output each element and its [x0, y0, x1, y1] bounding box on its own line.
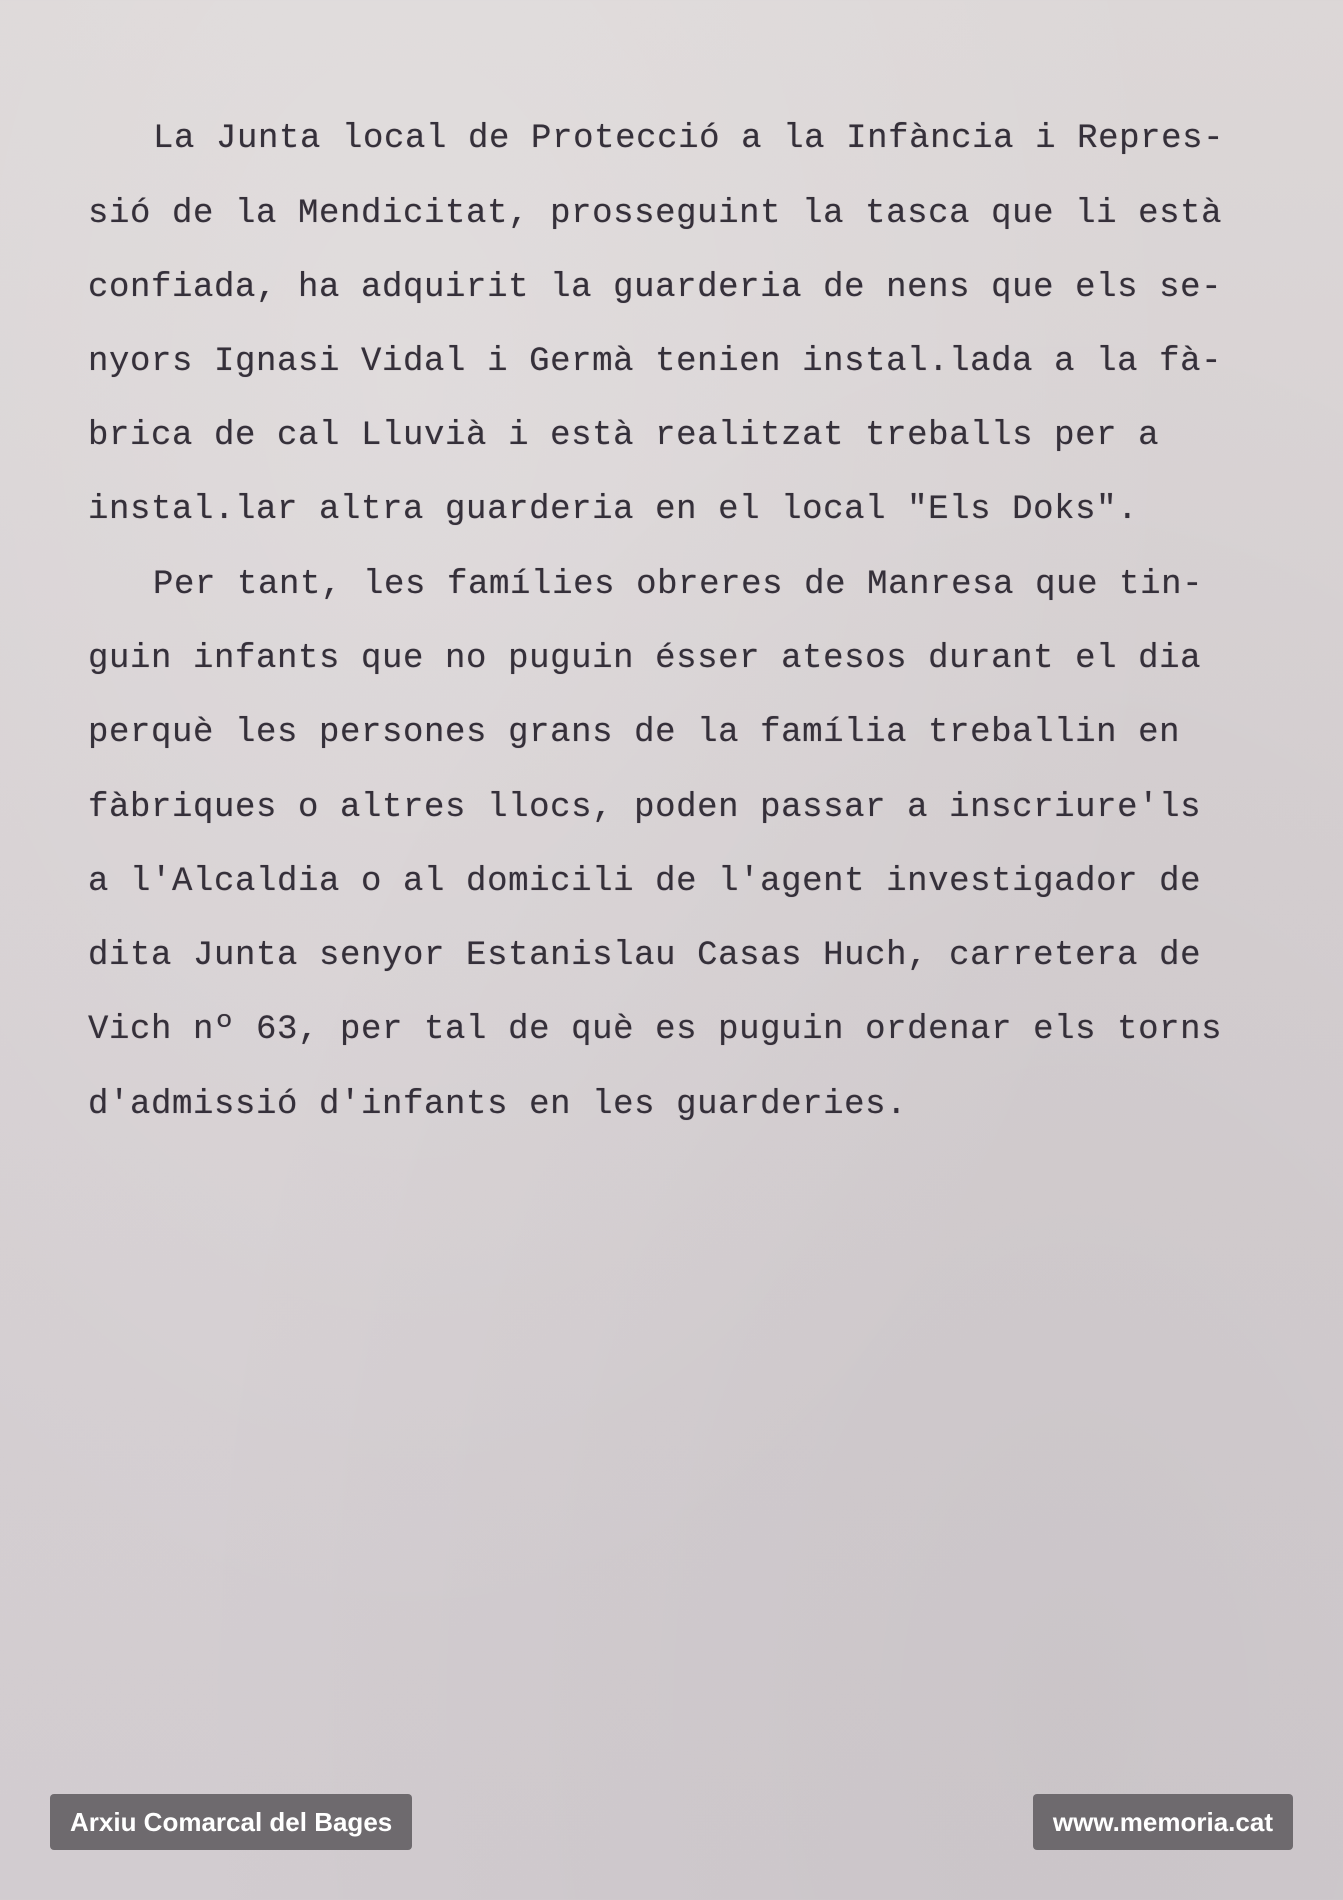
text-line-12: dita Junta senyor Estanislau Casas Huch, carretera de: [88, 937, 1202, 975]
text-line-7: Per tant, les famílies obreres de Manresa que tin-: [153, 566, 1204, 604]
text-line-4: nyors Ignasi Vidal i Germà tenien instal.lada a la fà-: [88, 343, 1223, 381]
text-line-11: a l'Alcaldia o al domicili de l'agent investigador de: [88, 863, 1202, 901]
text-line-14: d'admissió d'infants en les guarderies.: [88, 1086, 908, 1124]
text-line-5: brica de cal Lluvià i està realitzat treballs per a: [88, 417, 1160, 455]
text-line-9: perquè les persones grans de la família treballin en: [88, 714, 1181, 752]
website-badge: www.memoria.cat: [1033, 1794, 1293, 1850]
text-line-1: La Junta local de Protecció a la Infància i Repres-: [153, 120, 1225, 158]
archive-badge: Arxiu Comarcal del Bages: [50, 1794, 412, 1850]
text-line-2: sió de la Mendicitat, prosseguint la tasca que li està: [88, 195, 1223, 233]
text-line-6: instal.lar altra guarderia en el local "Els Doks".: [88, 491, 1139, 529]
text-line-13: Vich nº 63, per tal de què es puguin ordenar els torns: [88, 1011, 1223, 1049]
text-line-3: confiada, ha adquirit la guarderia de nens que els se-: [88, 269, 1223, 307]
text-line-8: guin infants que no puguin ésser atesos durant el dia: [88, 640, 1202, 678]
text-line-10: fàbriques o altres llocs, poden passar a inscriure'ls: [88, 789, 1202, 827]
